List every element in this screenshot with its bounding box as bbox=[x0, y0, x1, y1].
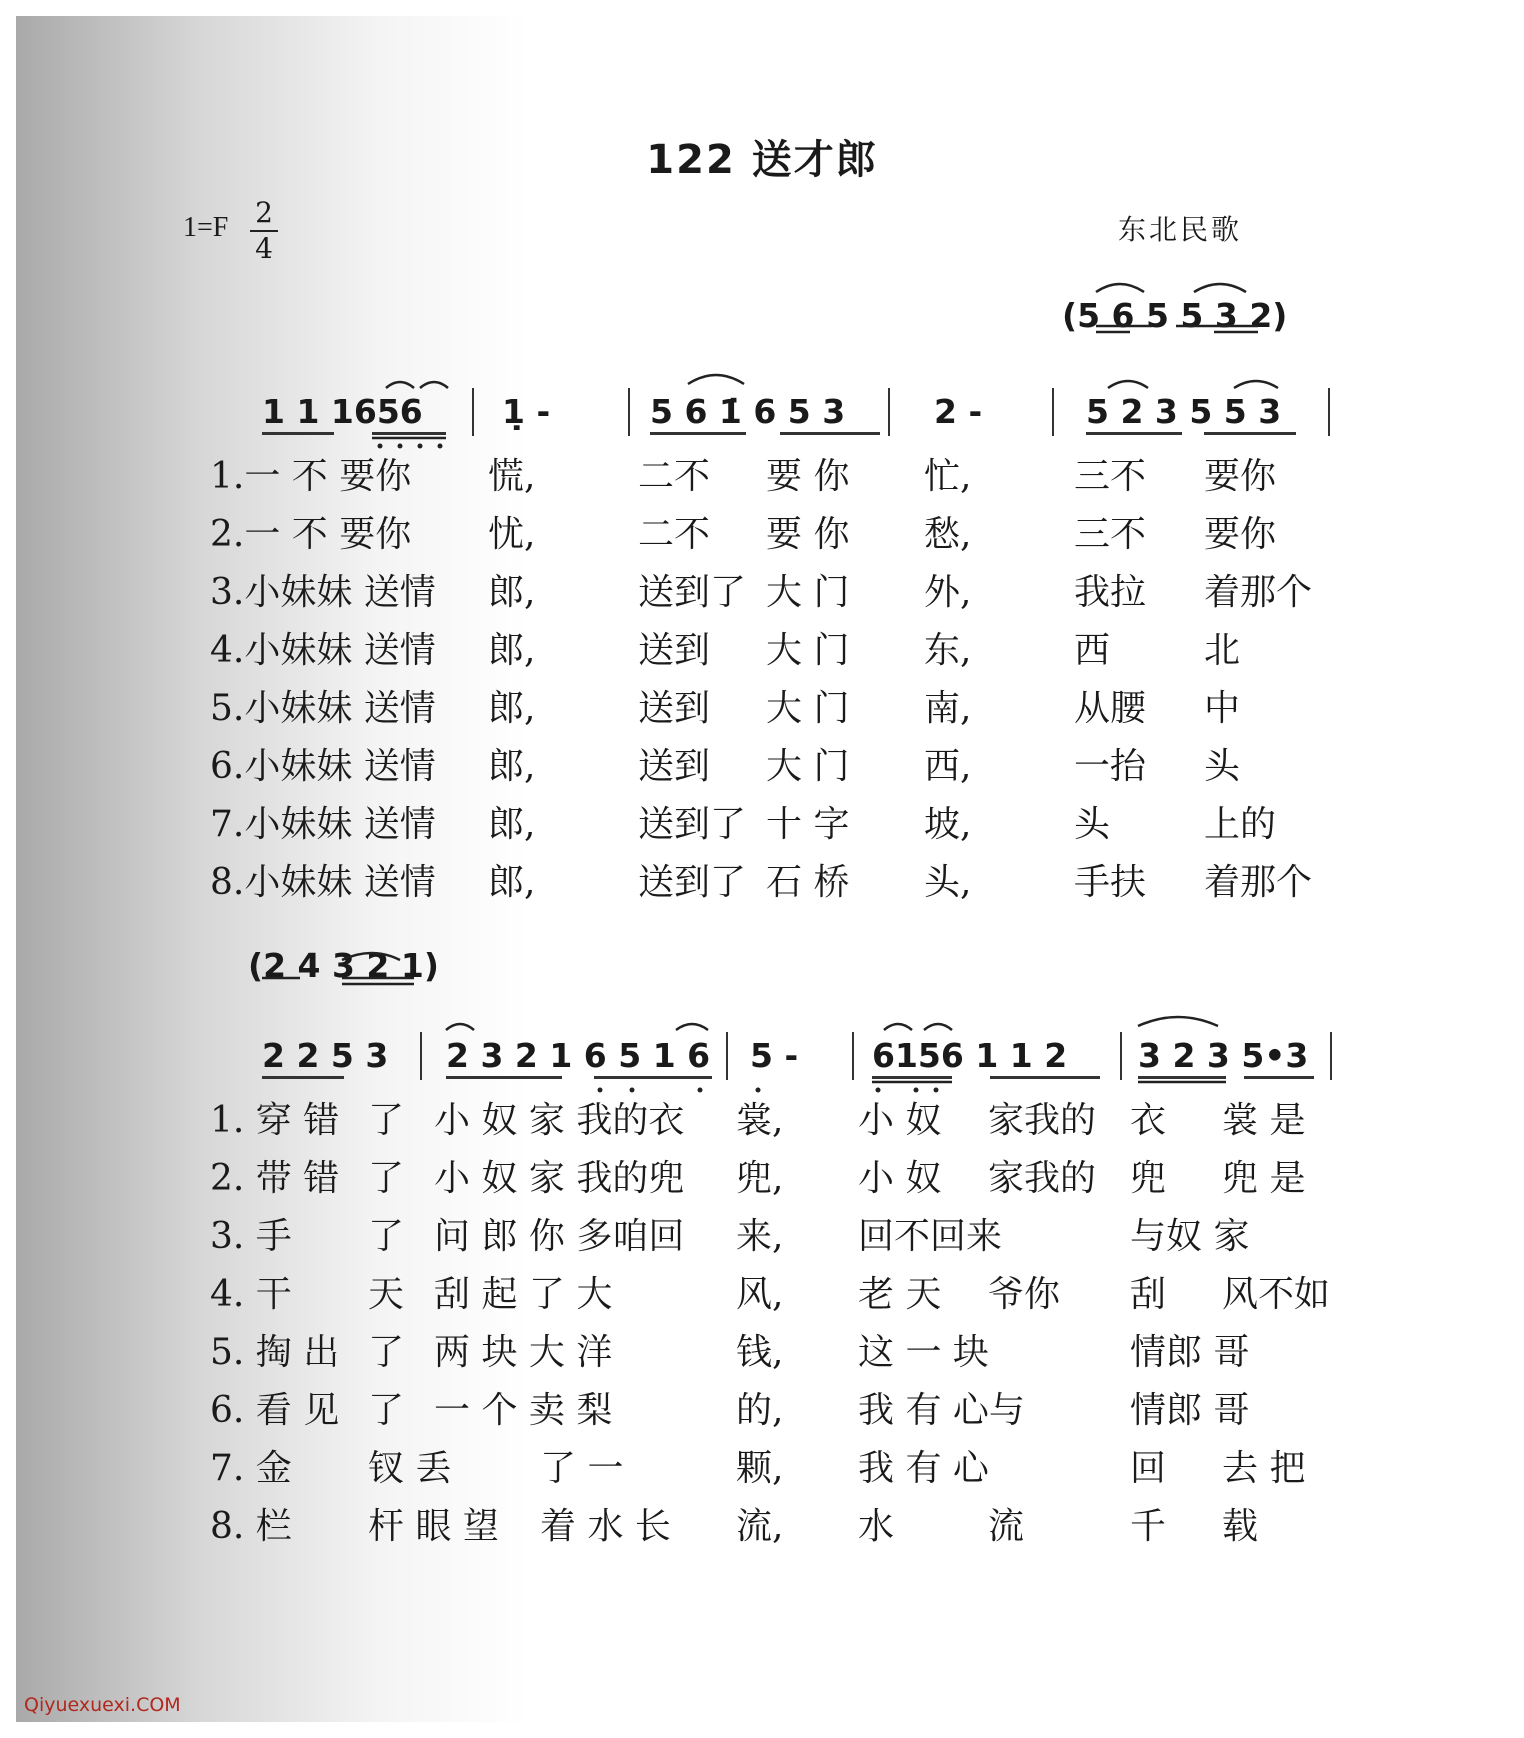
intro-phrase-1: (5 6 5 5 3 2) bbox=[1062, 296, 1288, 335]
lyric-cell: 刮 bbox=[1130, 1274, 1167, 1315]
measure-2-4: 6156 1 1 2 bbox=[872, 1036, 1068, 1075]
lyric-cell: 送到了 bbox=[638, 572, 747, 613]
lyric-cell: 2.一 不 要你 bbox=[210, 514, 412, 555]
lyric-cell: 要 你 bbox=[766, 456, 850, 497]
slur-arc bbox=[884, 1024, 912, 1030]
measure-1-3: 5 6 1̇ 6 5 3 bbox=[650, 392, 846, 431]
song-origin: 东北民歌 bbox=[1118, 213, 1243, 246]
slur-arc bbox=[1194, 284, 1246, 292]
lyric-cell: 家我的 bbox=[988, 1158, 1097, 1199]
lyric-cell: 头, bbox=[924, 862, 972, 903]
lyric-cell: 从腰 bbox=[1074, 688, 1147, 729]
lyric-cell: 郎, bbox=[488, 688, 536, 729]
lyric-cell: 了 bbox=[368, 1100, 405, 1141]
lyric-cell: 与奴 家 bbox=[1130, 1216, 1250, 1257]
lyric-cell: 流, bbox=[736, 1506, 784, 1547]
lyric-cell: 衣 bbox=[1130, 1100, 1167, 1141]
lyric-cell: 送到了 bbox=[638, 862, 747, 903]
key-signature: 1=F bbox=[183, 212, 229, 243]
time-denominator: 4 bbox=[255, 232, 273, 265]
measure-1-5: 5 2 3 5 5 3 bbox=[1086, 392, 1282, 431]
lyric-cell: 郎, bbox=[488, 804, 536, 845]
lyric-cell: 4. 干 bbox=[210, 1274, 292, 1315]
lyric-cell: 去 把 bbox=[1222, 1448, 1306, 1489]
lyric-cell: 了 bbox=[368, 1216, 405, 1257]
low-octave-dot bbox=[438, 444, 443, 449]
slur-arc bbox=[924, 1024, 952, 1030]
lyric-cell: 二不 bbox=[638, 514, 711, 555]
lyric-cell: 三不 bbox=[1074, 514, 1147, 555]
lyric-cell: 风, bbox=[736, 1274, 784, 1315]
lyric-cell: 忙, bbox=[924, 456, 972, 497]
low-octave-dot bbox=[378, 444, 383, 449]
lyric-cell: 老 天 bbox=[858, 1274, 942, 1315]
lyric-cell: 西, bbox=[924, 746, 972, 787]
lyric-cell: 兜 bbox=[1130, 1158, 1167, 1199]
lyric-cell: 裳, bbox=[736, 1100, 784, 1141]
lyric-cell: 坡, bbox=[924, 804, 972, 845]
lyric-cell: 送到 bbox=[638, 746, 711, 787]
lyric-cell: 千 bbox=[1130, 1506, 1167, 1547]
low-octave-dot bbox=[418, 444, 423, 449]
lyric-cell: 7.小妹妹 送情 bbox=[210, 804, 436, 845]
song-title: 122 送才郎 bbox=[646, 137, 878, 183]
watermark: Qiyuexuexi.COM bbox=[24, 1694, 181, 1716]
lyric-cell: 送到了 bbox=[638, 804, 747, 845]
slur-arc bbox=[1096, 284, 1144, 292]
measure-1-2: 1̣ - bbox=[502, 392, 551, 431]
low-octave-dot bbox=[934, 1088, 939, 1093]
measure-2-3: 5 - bbox=[750, 1036, 799, 1075]
lyric-cell: 1.一 不 要你 bbox=[210, 456, 412, 497]
lyric-cell: 着 水 长 bbox=[540, 1506, 671, 1547]
lyric-cell: 郎, bbox=[488, 746, 536, 787]
lyric-cell: 三不 bbox=[1074, 456, 1147, 497]
slur-arc bbox=[342, 953, 400, 960]
lyric-cell: 了 bbox=[368, 1332, 405, 1373]
slur-arc bbox=[1108, 381, 1148, 388]
lyric-cell: 钱, bbox=[736, 1332, 784, 1373]
measure-2-1: 2 2 5 3 bbox=[262, 1036, 389, 1075]
lyric-cell: 8. 栏 bbox=[210, 1506, 292, 1547]
lyric-cell: 刮 起 了 大 bbox=[434, 1274, 613, 1315]
lyric-cell: 要你 bbox=[1204, 514, 1277, 555]
lyric-cell: 两 块 大 洋 bbox=[434, 1332, 613, 1373]
lyric-cell: 东, bbox=[924, 630, 972, 671]
lyric-cell: 二不 bbox=[638, 456, 711, 497]
lyric-cell: 郎, bbox=[488, 862, 536, 903]
lyric-cell: 风不如 bbox=[1222, 1274, 1331, 1315]
lyric-cell: 3.小妹妹 送情 bbox=[210, 572, 436, 613]
lyric-cell: 要你 bbox=[1204, 456, 1277, 497]
lyric-cell: 钗 丢 bbox=[368, 1448, 452, 1489]
lyric-cell: 郎, bbox=[488, 630, 536, 671]
lyric-cell: 中 bbox=[1204, 688, 1241, 729]
lyric-cell: 一抬 bbox=[1074, 746, 1147, 787]
slur-arc bbox=[420, 382, 448, 388]
slur-arc bbox=[386, 382, 414, 388]
low-octave-dot bbox=[914, 1088, 919, 1093]
lyric-cell: 流 bbox=[988, 1506, 1025, 1547]
lyric-cell: 了 一 bbox=[540, 1448, 624, 1489]
slur-arc bbox=[676, 1024, 708, 1030]
lyric-cell: 送到 bbox=[638, 630, 711, 671]
time-numerator: 2 bbox=[250, 196, 278, 232]
lyric-cell: 小 奴 bbox=[858, 1158, 942, 1199]
low-octave-dot bbox=[630, 1088, 635, 1093]
lyric-cell: 问 郎 你 多咱回 bbox=[434, 1216, 685, 1257]
lyric-cell: 着那个 bbox=[1204, 572, 1313, 613]
lyric-cell: 爷你 bbox=[988, 1274, 1061, 1315]
slur-arc bbox=[446, 1024, 474, 1030]
slur-arc bbox=[688, 375, 744, 384]
lyric-cell: 忧, bbox=[488, 514, 536, 555]
low-octave-dot bbox=[698, 1088, 703, 1093]
lyric-cell: 头 bbox=[1074, 804, 1111, 845]
lyric-cell: 8.小妹妹 送情 bbox=[210, 862, 436, 903]
measure-2-2: 2 3 2 1 6 5 1 6 bbox=[446, 1036, 711, 1075]
lyric-cell: 头 bbox=[1204, 746, 1241, 787]
lyric-cell: 载 bbox=[1222, 1506, 1259, 1547]
lyric-cell: 5.小妹妹 送情 bbox=[210, 688, 436, 729]
slur-arc bbox=[1138, 1017, 1218, 1026]
lyric-cell: 了 bbox=[368, 1390, 405, 1431]
lyric-cell: 西 bbox=[1074, 630, 1111, 671]
lyric-cell: 1. 穿 错 bbox=[210, 1100, 340, 1141]
lyric-cell: 家我的 bbox=[988, 1100, 1097, 1141]
lyric-cell: 兜, bbox=[736, 1158, 784, 1199]
lyric-cell: 送到 bbox=[638, 688, 711, 729]
lyric-cell: 郎, bbox=[488, 572, 536, 613]
lyric-cell: 我 有 心与 bbox=[858, 1390, 1025, 1431]
measure-1-1: 1 1 1656 bbox=[262, 392, 423, 431]
intro-phrase-2: (2 4 3 2 1) bbox=[248, 946, 439, 985]
lyric-cell: 7. 金 bbox=[210, 1448, 292, 1489]
lyric-cell: 大 门 bbox=[766, 746, 850, 787]
lyric-cell: 十 字 bbox=[766, 804, 850, 845]
measure-2-5: 3 2 3 5•3 bbox=[1138, 1036, 1309, 1075]
lyric-cell: 这 一 块 bbox=[858, 1332, 989, 1373]
lyric-cell: 2. 带 错 bbox=[210, 1158, 340, 1199]
lyric-cell: 要 你 bbox=[766, 514, 850, 555]
lyric-cell: 小 奴 家 我的兜 bbox=[434, 1158, 685, 1199]
lyric-cell: 小 奴 bbox=[858, 1100, 942, 1141]
lyric-cell: 来, bbox=[736, 1216, 784, 1257]
lyric-cell: 小 奴 家 我的衣 bbox=[434, 1100, 685, 1141]
low-octave-dot bbox=[756, 1088, 761, 1093]
lyric-cell: 4.小妹妹 送情 bbox=[210, 630, 436, 671]
slur-arc bbox=[1234, 381, 1278, 388]
lyric-cell: 着那个 bbox=[1204, 862, 1313, 903]
lyric-cell: 一 个 卖 梨 bbox=[434, 1390, 613, 1431]
lyric-cell: 颗, bbox=[736, 1448, 784, 1489]
lyric-cell: 大 门 bbox=[766, 572, 850, 613]
lyric-cell: 大 门 bbox=[766, 688, 850, 729]
low-octave-dot bbox=[598, 1088, 603, 1093]
lyric-cell: 慌, bbox=[488, 456, 536, 497]
lyric-cell: 裳 是 bbox=[1222, 1100, 1306, 1141]
lyric-cell: 兜 是 bbox=[1222, 1158, 1306, 1199]
lyric-cell: 3. 手 bbox=[210, 1216, 292, 1257]
lyric-cell: 外, bbox=[924, 572, 972, 613]
lyric-cell: 了 bbox=[368, 1158, 405, 1199]
lyric-cell: 愁, bbox=[924, 514, 972, 555]
lyric-cell: 杆 眼 望 bbox=[368, 1506, 499, 1547]
lyric-cell: 手扶 bbox=[1074, 862, 1147, 903]
lyric-cell: 回不回来 bbox=[858, 1216, 1003, 1257]
lyric-cell: 5. 掏 出 bbox=[210, 1332, 340, 1373]
lyric-cell: 6.小妹妹 送情 bbox=[210, 746, 436, 787]
lyric-cell: 大 门 bbox=[766, 630, 850, 671]
lyric-cell: 情郎 哥 bbox=[1130, 1390, 1250, 1431]
lyric-cell: 6. 看 见 bbox=[210, 1390, 340, 1431]
lyric-cell: 水 bbox=[858, 1506, 895, 1547]
low-octave-dot bbox=[398, 444, 403, 449]
lyric-cell: 的, bbox=[736, 1390, 784, 1431]
measure-1-4: 2 - bbox=[934, 392, 983, 431]
low-octave-dot bbox=[876, 1088, 881, 1093]
lyric-cell: 南, bbox=[924, 688, 972, 729]
lyric-cell: 上的 bbox=[1204, 804, 1277, 845]
lyric-cell: 天 bbox=[368, 1274, 405, 1315]
lyric-cell: 我 有 心 bbox=[858, 1448, 989, 1489]
lyric-cell: 石 桥 bbox=[766, 862, 850, 903]
lyric-cell: 我拉 bbox=[1074, 572, 1147, 613]
lyric-cell: 情郎 哥 bbox=[1130, 1332, 1250, 1373]
lyric-cell: 回 bbox=[1130, 1448, 1167, 1489]
lyric-cell: 北 bbox=[1204, 630, 1241, 671]
